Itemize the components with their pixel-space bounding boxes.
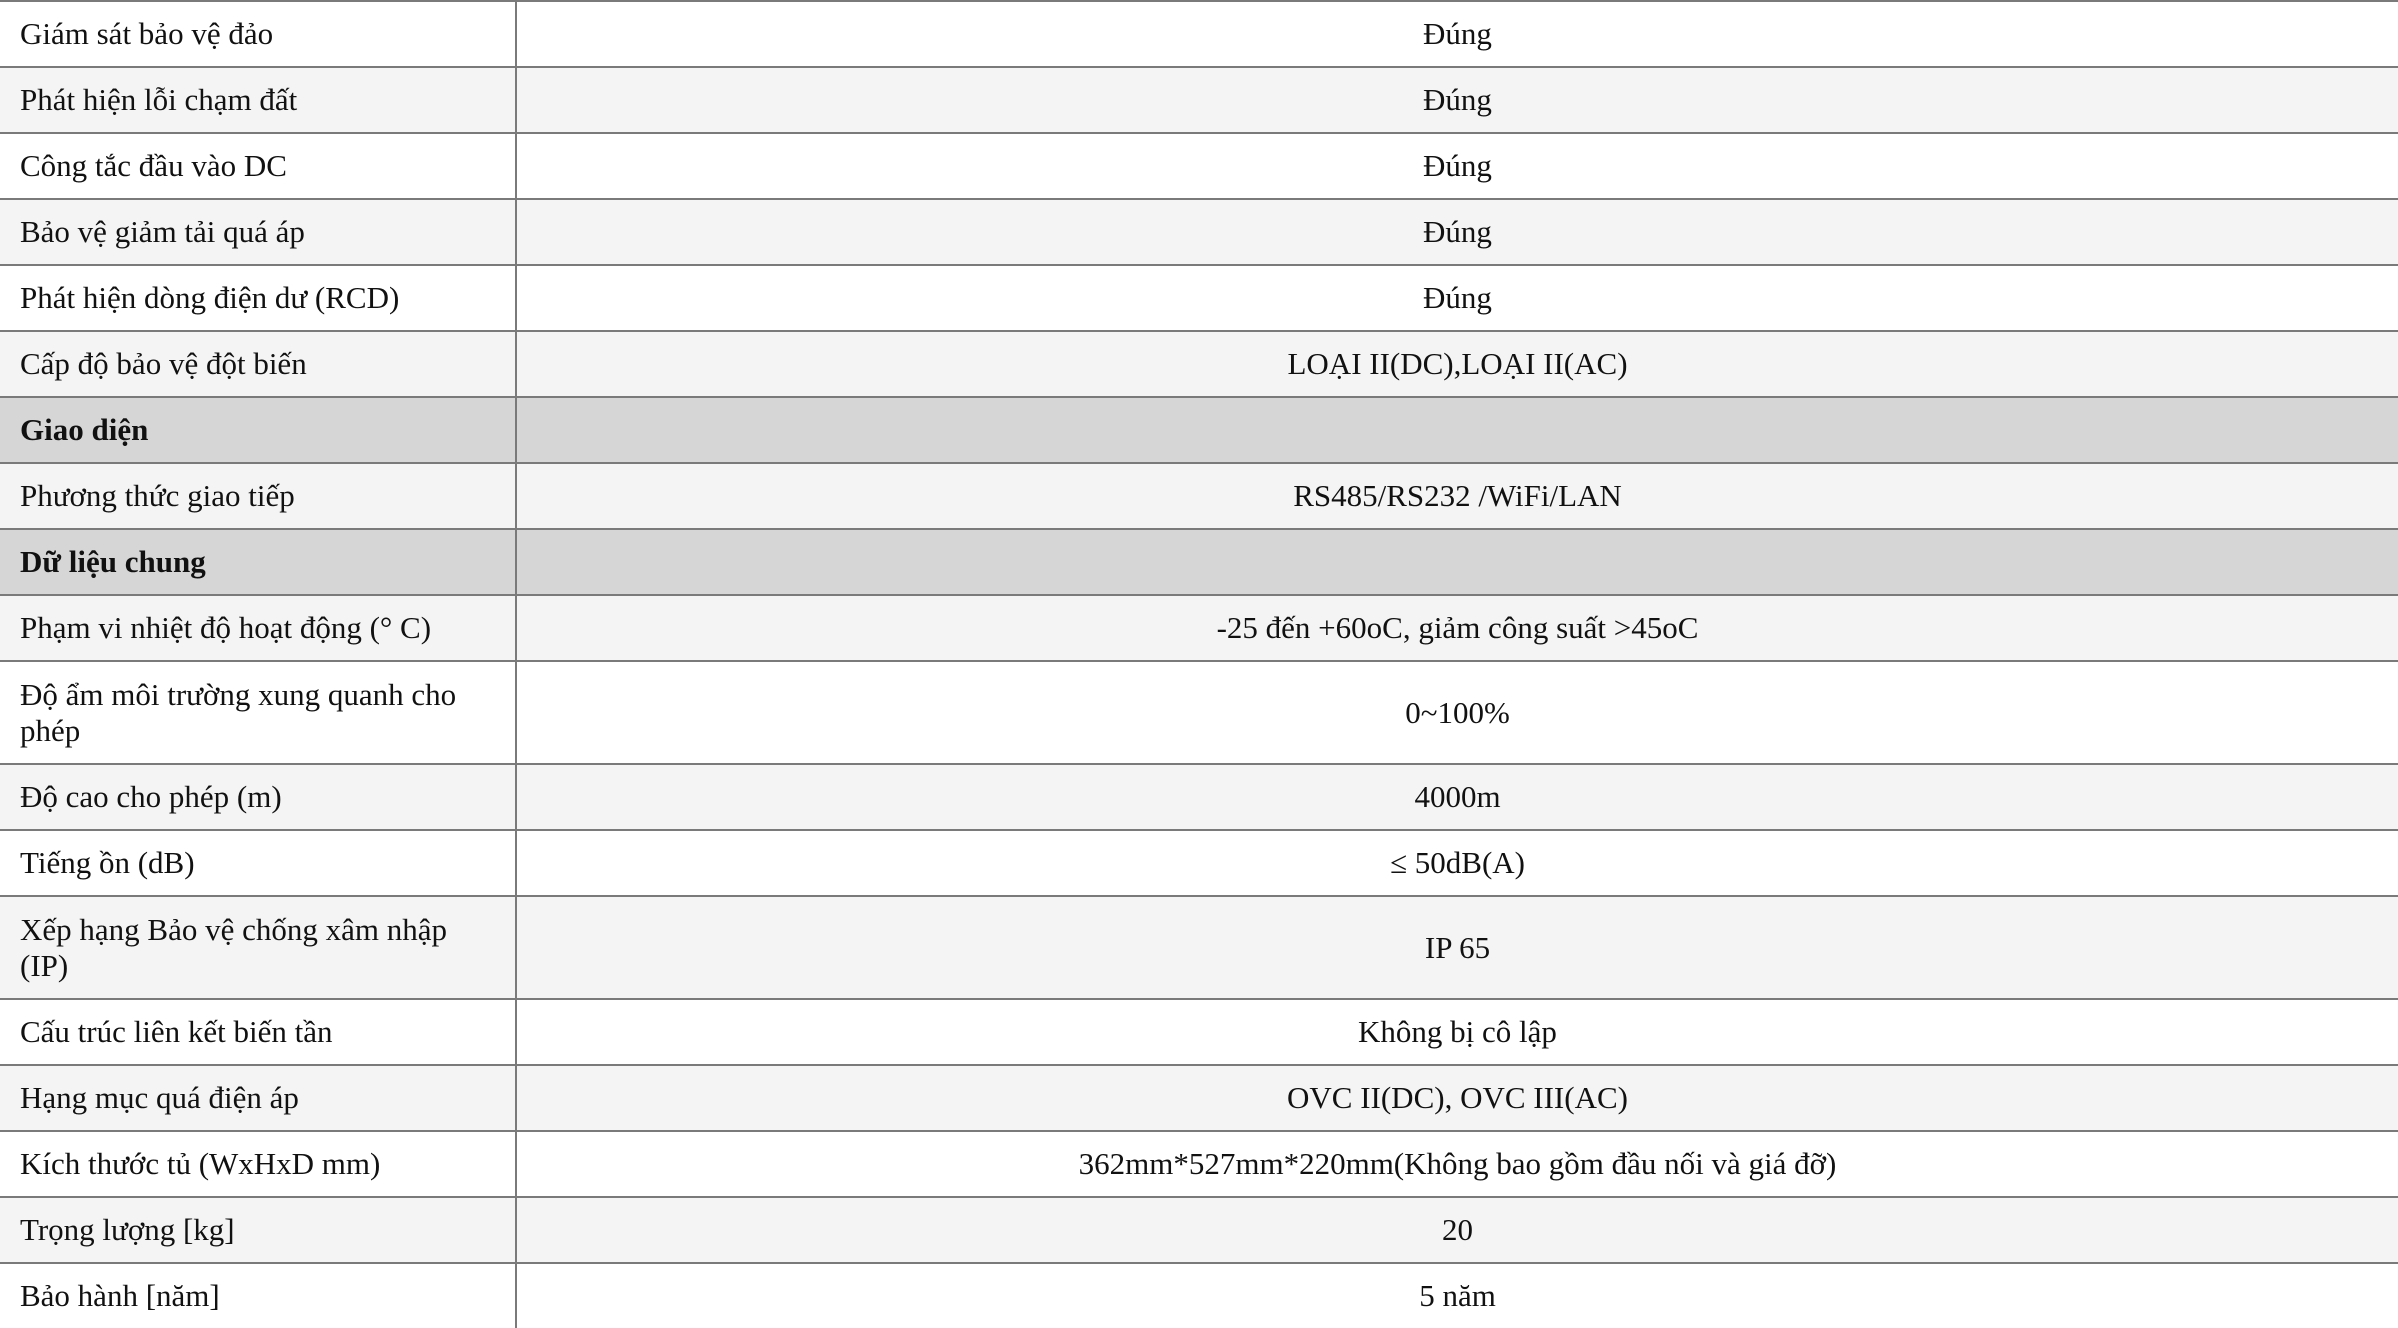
row-label: Phát hiện dòng điện dư (RCD) (0, 265, 516, 331)
row-label: Kích thước tủ (WxHxD mm) (0, 1131, 516, 1197)
row-value: OVC II(DC), OVC III(AC) (516, 1065, 2398, 1131)
row-value: Đúng (516, 265, 2398, 331)
table-row (0, 661, 2398, 764)
table-row (0, 764, 2398, 830)
table-row (0, 1263, 2398, 1328)
table-row (0, 265, 2398, 331)
table-row (0, 67, 2398, 133)
table-row (0, 1065, 2398, 1131)
section-title: Giao diện (0, 397, 516, 463)
table-row (0, 595, 2398, 661)
row-label: Hạng mục quá điện áp (0, 1065, 516, 1131)
row-label: Giám sát bảo vệ đảo (0, 1, 516, 67)
section-empty-cell (516, 397, 2398, 463)
table-row (0, 1197, 2398, 1263)
row-label: Độ cao cho phép (m) (0, 764, 516, 830)
row-value: 20 (516, 1197, 2398, 1263)
row-label: Phương thức giao tiếp (0, 463, 516, 529)
row-value: IP 65 (516, 896, 2398, 999)
section-title: Dữ liệu chung (0, 529, 516, 595)
row-label: Xếp hạng Bảo vệ chống xâm nhập (IP) (0, 896, 516, 999)
row-label: Tiếng ồn (dB) (0, 830, 516, 896)
row-label: Độ ẩm môi trường xung quanh cho phép (0, 661, 516, 764)
row-value: Không bị cô lập (516, 999, 2398, 1065)
row-value: ≤ 50dB(A) (516, 830, 2398, 896)
table-row (0, 133, 2398, 199)
table-row (0, 463, 2398, 529)
row-label: Cấp độ bảo vệ đột biến (0, 331, 516, 397)
table-row (0, 199, 2398, 265)
section-header-row (0, 529, 2398, 595)
row-value: LOẠI II(DC),LOẠI II(AC) (516, 331, 2398, 397)
table-row (0, 830, 2398, 896)
row-label: Phạm vi nhiệt độ hoạt động (° C) (0, 595, 516, 661)
table-row (0, 331, 2398, 397)
row-value: RS485/RS232 /WiFi/LAN (516, 463, 2398, 529)
table-row (0, 999, 2398, 1065)
row-value: 5 năm (516, 1263, 2398, 1328)
row-value: Đúng (516, 199, 2398, 265)
table-row (0, 896, 2398, 999)
row-value: 4000m (516, 764, 2398, 830)
row-value: Đúng (516, 133, 2398, 199)
row-label: Phát hiện lỗi chạm đất (0, 67, 516, 133)
row-value: Đúng (516, 67, 2398, 133)
row-label: Bảo vệ giảm tải quá áp (0, 199, 516, 265)
row-label: Công tắc đầu vào DC (0, 133, 516, 199)
table-row (0, 1, 2398, 67)
row-value: -25 đến +60oC, giảm công suất >45oC (516, 595, 2398, 661)
section-empty-cell (516, 529, 2398, 595)
row-value: 0~100% (516, 661, 2398, 764)
row-label: Trọng lượng [kg] (0, 1197, 516, 1263)
row-value: 362mm*527mm*220mm(Không bao gồm đầu nối và giá đỡ) (516, 1131, 2398, 1197)
row-value: Đúng (516, 1, 2398, 67)
table-row (0, 1131, 2398, 1197)
row-label: Cấu trúc liên kết biến tần (0, 999, 516, 1065)
row-label: Bảo hành [năm] (0, 1263, 516, 1328)
section-header-row (0, 397, 2398, 463)
